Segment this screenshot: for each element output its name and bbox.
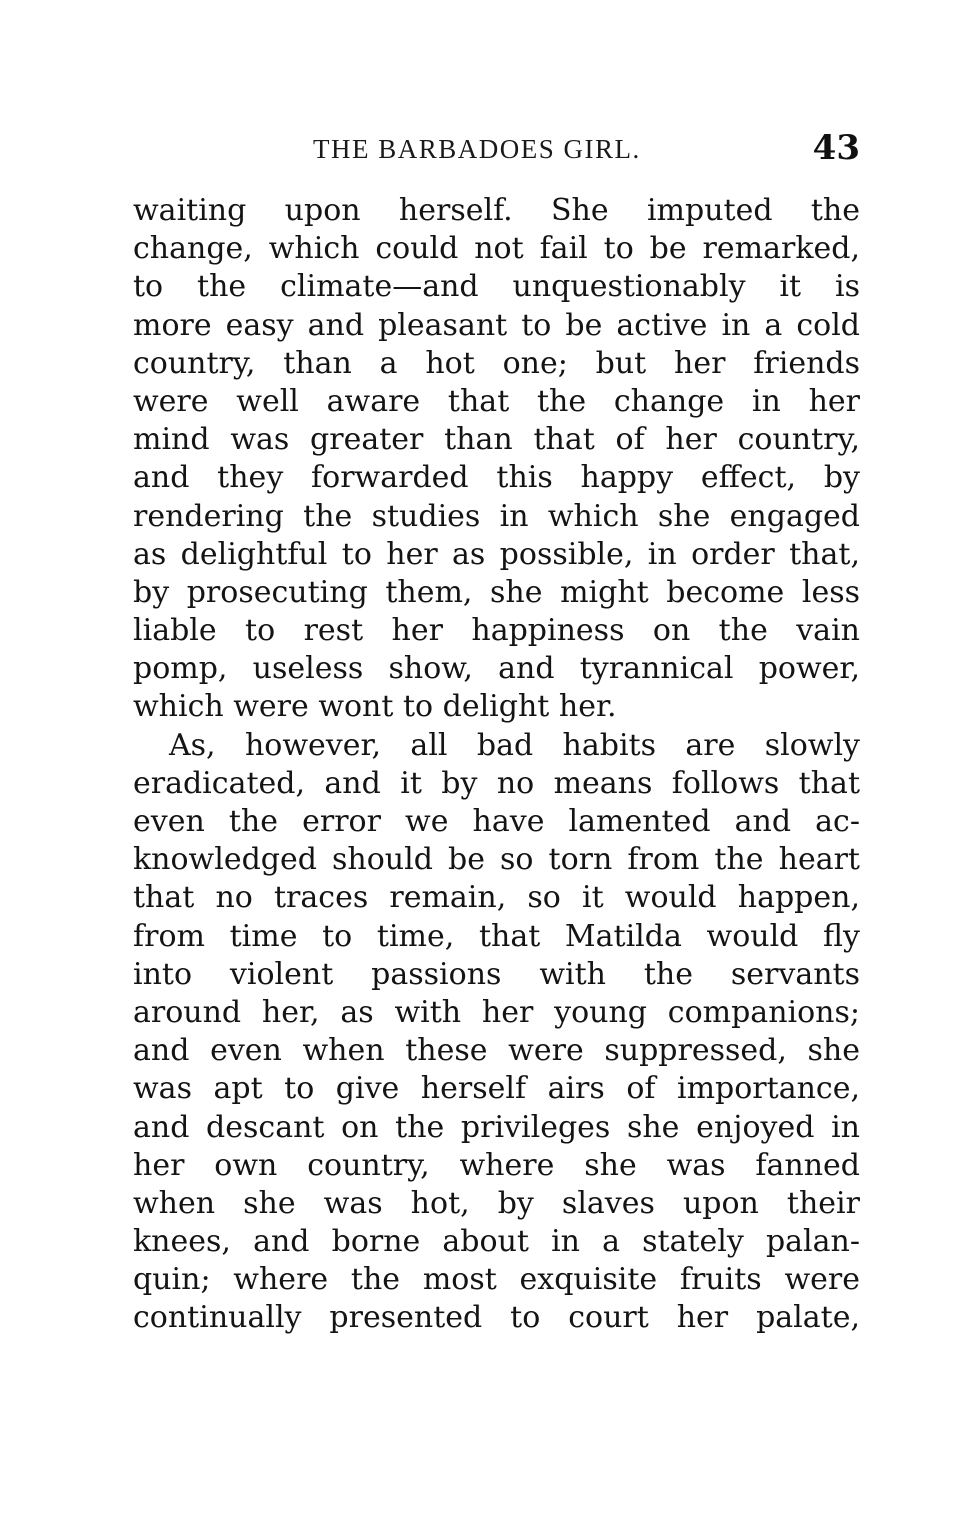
text-line: waiting upon herself. She imputed the (133, 193, 860, 228)
text-line: mind was greater than that of her country, (133, 422, 860, 458)
text-line: As, however, all bad habits are slowly (169, 727, 860, 763)
text-line: and even when these were suppressed, she (133, 1033, 860, 1069)
text-line: was apt to give herself airs of importance, (133, 1071, 860, 1107)
text-line: quin; where the most exquisite fruits were (133, 1262, 860, 1298)
text-line: to the climate—and unquestionably it is (133, 269, 860, 305)
text-line: continually presented to court her palate, (133, 1300, 860, 1336)
running-head (133, 128, 860, 168)
text-line: which were wont to delight her. (133, 689, 617, 725)
text-line: and descant on the privileges she enjoyed in (133, 1109, 860, 1145)
paragraph-1 (133, 192, 860, 727)
text-line: even the error we have lamented and ac- (133, 804, 860, 839)
text-line: eradicated, and it by no means follows that (133, 765, 860, 801)
text-line: knees, and borne about in a stately palan- (133, 1224, 860, 1260)
text-line: when she was hot, by slaves upon their (133, 1185, 860, 1221)
text-line: were well aware that the change in her (133, 383, 860, 419)
paragraph-2 (133, 727, 860, 1338)
running-title: THE BARBADOES GIRL. (313, 134, 641, 164)
text-line: knowledged should be so torn from the heart (133, 842, 860, 878)
text-line: pomp, useless show, and tyrannical power, (133, 651, 860, 687)
text-line: around her, as with her young companions; (133, 994, 860, 1030)
text-line: as delightful to her as possible, in order that, (133, 536, 860, 572)
text-line: from time to time, that Matilda would fly (133, 918, 860, 954)
page-number: 43 (812, 128, 860, 168)
text-line: into violent passions with the servants (133, 956, 860, 992)
text-line: liable to rest her happiness on the vain (133, 613, 860, 649)
text-line: her own country, where she was fanned (133, 1147, 860, 1183)
text-line: rendering the studies in which she engaged (133, 498, 860, 534)
text-line: change, which could not fail to be remarked, (133, 231, 860, 267)
text-line: more easy and pleasant to be active in a cold (133, 307, 860, 343)
body-text (133, 192, 860, 1338)
text-line: by prosecuting them, she might become less (133, 574, 860, 610)
text-line: country, than a hot one; but her friends (133, 345, 860, 381)
text-line: and they forwarded this happy effect, by (133, 460, 860, 496)
text-line: that no traces remain, so it would happen, (133, 880, 860, 916)
